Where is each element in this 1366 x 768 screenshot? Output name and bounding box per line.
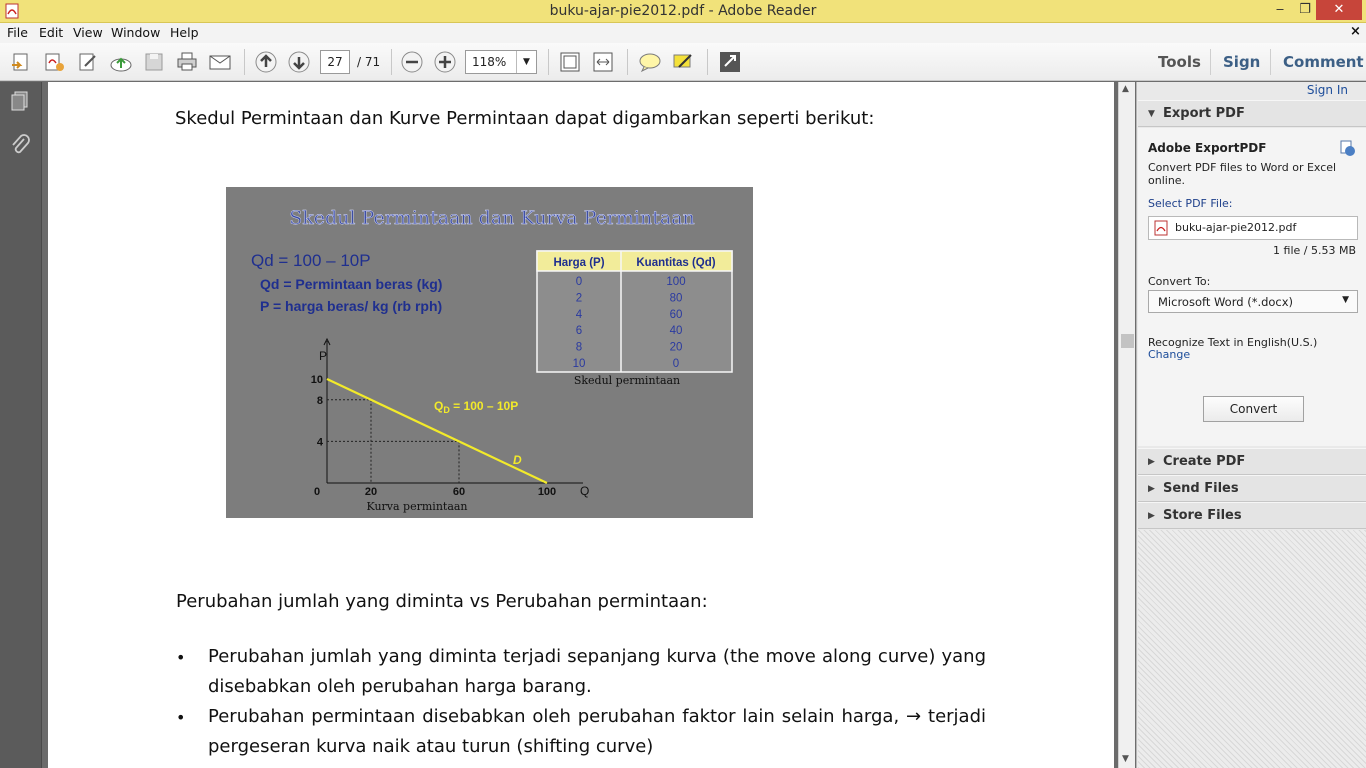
page-number-input[interactable]: 27 <box>320 50 350 74</box>
send-files-title: Send Files <box>1163 481 1239 496</box>
menu-file[interactable]: File <box>7 25 28 40</box>
bullet-1-line-2: disebabkan oleh perubahan harga barang. <box>208 676 592 697</box>
highlight-text-icon[interactable] <box>671 51 695 73</box>
intro-paragraph: Skedul Permintaan dan Kurve Permintaan dapat digambarkan seperti berikut: <box>175 108 875 129</box>
axis-label-q: Q <box>580 484 590 498</box>
toolbar-separator <box>1210 49 1211 75</box>
edit-document-icon[interactable] <box>76 51 100 73</box>
pane-empty-area <box>1138 530 1366 768</box>
table-cell-quantity: 20 <box>669 341 683 354</box>
document-close-icon[interactable]: × <box>1350 24 1361 39</box>
selected-file-name: buku-ajar-pie2012.pdf <box>1175 221 1297 234</box>
sign-link[interactable]: Sign <box>1223 53 1261 71</box>
menu-edit[interactable]: Edit <box>39 25 64 40</box>
curve-equation-sub: D <box>443 405 450 415</box>
curve-equation-q: Q <box>434 399 444 413</box>
export-pdf-title: Export PDF <box>1163 106 1245 121</box>
curve-caption: Kurva permintaan <box>366 500 468 513</box>
upload-cloud-icon[interactable] <box>109 51 133 73</box>
next-page-icon[interactable] <box>287 51 311 73</box>
axis-label-p: P <box>319 349 328 363</box>
table-cell-price: 0 <box>575 276 583 288</box>
export-info-icon[interactable] <box>1338 139 1356 157</box>
page-thumbnails-icon[interactable] <box>9 90 31 112</box>
table-caption: Skedul permintaan <box>573 374 681 387</box>
convert-format-select[interactable] <box>1148 290 1358 313</box>
store-files-header[interactable] <box>1138 502 1366 529</box>
full-screen-icon[interactable] <box>718 51 742 73</box>
create-pdf-title: Create PDF <box>1163 454 1246 469</box>
store-files-title: Store Files <box>1163 508 1242 523</box>
menu-help[interactable]: Help <box>170 25 199 40</box>
y-tick-label: 4 <box>316 436 323 449</box>
previous-page-icon[interactable] <box>254 51 278 73</box>
close-button[interactable]: ✕ <box>1316 0 1362 20</box>
export-pdf-panel <box>1138 128 1366 446</box>
slide-equation-def-p: P = harga beras/ kg (rb rph) <box>260 298 443 314</box>
zoom-select[interactable] <box>465 50 537 74</box>
create-pdf-header[interactable] <box>1138 448 1366 475</box>
scrollbar-thumb[interactable] <box>1121 334 1134 348</box>
chevron-down-icon[interactable]: ▼ <box>516 51 536 73</box>
export-description-2: online. <box>1148 174 1186 187</box>
collapsed-triangle-icon: ▶ <box>1148 484 1155 494</box>
expanded-triangle-icon: ▼ <box>1148 109 1155 119</box>
axis-origin-label: 0 <box>314 486 321 498</box>
toolbar-separator <box>627 49 628 75</box>
email-icon[interactable] <box>208 51 232 73</box>
pdf-page <box>48 82 1114 768</box>
table-cell-price: 6 <box>575 325 583 338</box>
table-cell-quantity: 40 <box>669 325 683 338</box>
chevron-down-icon: ▼ <box>1342 295 1349 305</box>
save-icon[interactable] <box>142 51 166 73</box>
toolbar <box>0 43 1366 81</box>
table-cell-price: 4 <box>575 308 583 321</box>
fit-width-icon[interactable] <box>591 51 615 73</box>
y-tick-label: 8 <box>316 394 323 407</box>
fit-page-icon[interactable] <box>558 51 582 73</box>
toolbar-separator <box>548 49 549 75</box>
x-tick-label: 60 <box>452 486 466 498</box>
slide-equation-def-qd: Qd = Permintaan beras (kg) <box>260 276 443 292</box>
x-tick-label: 20 <box>364 486 378 498</box>
curve-letter-label: D <box>513 453 522 467</box>
title-bar <box>0 0 1366 23</box>
table-cell-quantity: 100 <box>666 276 686 288</box>
table-cell-price: 2 <box>575 292 583 305</box>
bullet-marker: • <box>176 708 186 727</box>
table-header-price: Harga (P) <box>553 257 605 269</box>
bullet-marker: • <box>176 648 186 667</box>
slide-figure <box>226 187 753 518</box>
menu-bar <box>0 23 1366 43</box>
x-tick-label: 100 <box>537 486 557 498</box>
convert-button[interactable]: Convert <box>1203 396 1304 422</box>
menu-window[interactable]: Window <box>111 25 161 40</box>
comment-link[interactable]: Comment <box>1283 53 1364 71</box>
slide-title: Skedul Permintaan dan Kurva Permintaan <box>289 207 695 229</box>
zoom-out-icon[interactable] <box>400 51 424 73</box>
select-pdf-label: Select PDF File: <box>1148 197 1233 210</box>
bullet-1-line-1: Perubahan jumlah yang diminta terjadi sepanjang kurva (the move along curve) yang <box>208 646 986 667</box>
tools-pane <box>1136 82 1366 768</box>
collapsed-triangle-icon: ▶ <box>1148 511 1155 521</box>
convert-format-value: Microsoft Word (*.docx) <box>1158 295 1294 309</box>
pdf-file-icon <box>1154 220 1168 236</box>
window-title: buku-ajar-pie2012.pdf - Adobe Reader <box>549 3 817 19</box>
navigation-pane <box>0 82 42 768</box>
sticky-note-icon[interactable] <box>638 51 662 73</box>
print-icon[interactable] <box>175 51 199 73</box>
export-description-1: Convert PDF files to Word or Excel <box>1148 161 1337 174</box>
minimize-button[interactable]: ‒ <box>1275 2 1285 17</box>
vertical-scrollbar[interactable] <box>1118 82 1135 768</box>
table-cell-price: 10 <box>572 358 586 370</box>
y-tick-label: 10 <box>310 374 323 386</box>
page-total: / 71 <box>357 55 381 69</box>
export-pdf-header[interactable] <box>1138 100 1366 127</box>
collapsed-triangle-icon: ▶ <box>1148 457 1155 467</box>
bullet-2-line-2: pergeseran kurva naik atau turun (shifting curve) <box>208 736 654 757</box>
zoom-value: 118% <box>472 55 507 69</box>
file-info: 1 file / 5.53 MB <box>1273 244 1356 257</box>
bullet-2-line-1: Perubahan permintaan disebabkan oleh perubahan faktor lain selain harga, → terjadi <box>208 706 986 727</box>
table-cell-price: 8 <box>575 341 583 354</box>
sign-in-link[interactable]: Sign In <box>1306 83 1348 97</box>
curve-equation-rest: = 100 – 10P <box>449 399 519 413</box>
convert-to-label: Convert To: <box>1148 275 1211 288</box>
table-header-quantity: Kuantitas (Qd) <box>636 257 716 269</box>
slide-equation: Qd = 100 – 10P <box>251 251 371 270</box>
table-cell-quantity: 80 <box>669 292 683 305</box>
tools-link[interactable]: Tools <box>1158 53 1201 71</box>
menu-view[interactable]: View <box>73 25 103 40</box>
table-cell-quantity: 0 <box>672 358 680 370</box>
section-heading: Perubahan jumlah yang diminta vs Perubahan permintaan: <box>176 591 708 612</box>
toolbar-separator <box>244 49 245 75</box>
change-language-link[interactable]: Change <box>1148 348 1191 361</box>
export-product-name: Adobe ExportPDF <box>1148 141 1267 155</box>
zoom-in-icon[interactable] <box>433 51 457 73</box>
table-cell-quantity: 60 <box>669 308 683 321</box>
send-files-header[interactable] <box>1138 475 1366 502</box>
toolbar-separator <box>391 49 392 75</box>
selected-file-field[interactable] <box>1148 216 1358 240</box>
recognize-text-label: Recognize Text in English(U.S.) <box>1148 336 1318 349</box>
toolbar-separator <box>707 49 708 75</box>
scroll-up-arrow-icon[interactable]: ▲ <box>1122 84 1129 94</box>
open-file-icon[interactable] <box>9 51 33 73</box>
schedule-table <box>537 251 732 372</box>
scroll-down-arrow-icon[interactable]: ▼ <box>1122 754 1129 764</box>
attachments-icon[interactable] <box>9 134 31 156</box>
toolbar-separator <box>1270 49 1271 75</box>
create-pdf-icon[interactable] <box>42 51 66 73</box>
maximize-button[interactable]: ❐ <box>1299 2 1311 17</box>
